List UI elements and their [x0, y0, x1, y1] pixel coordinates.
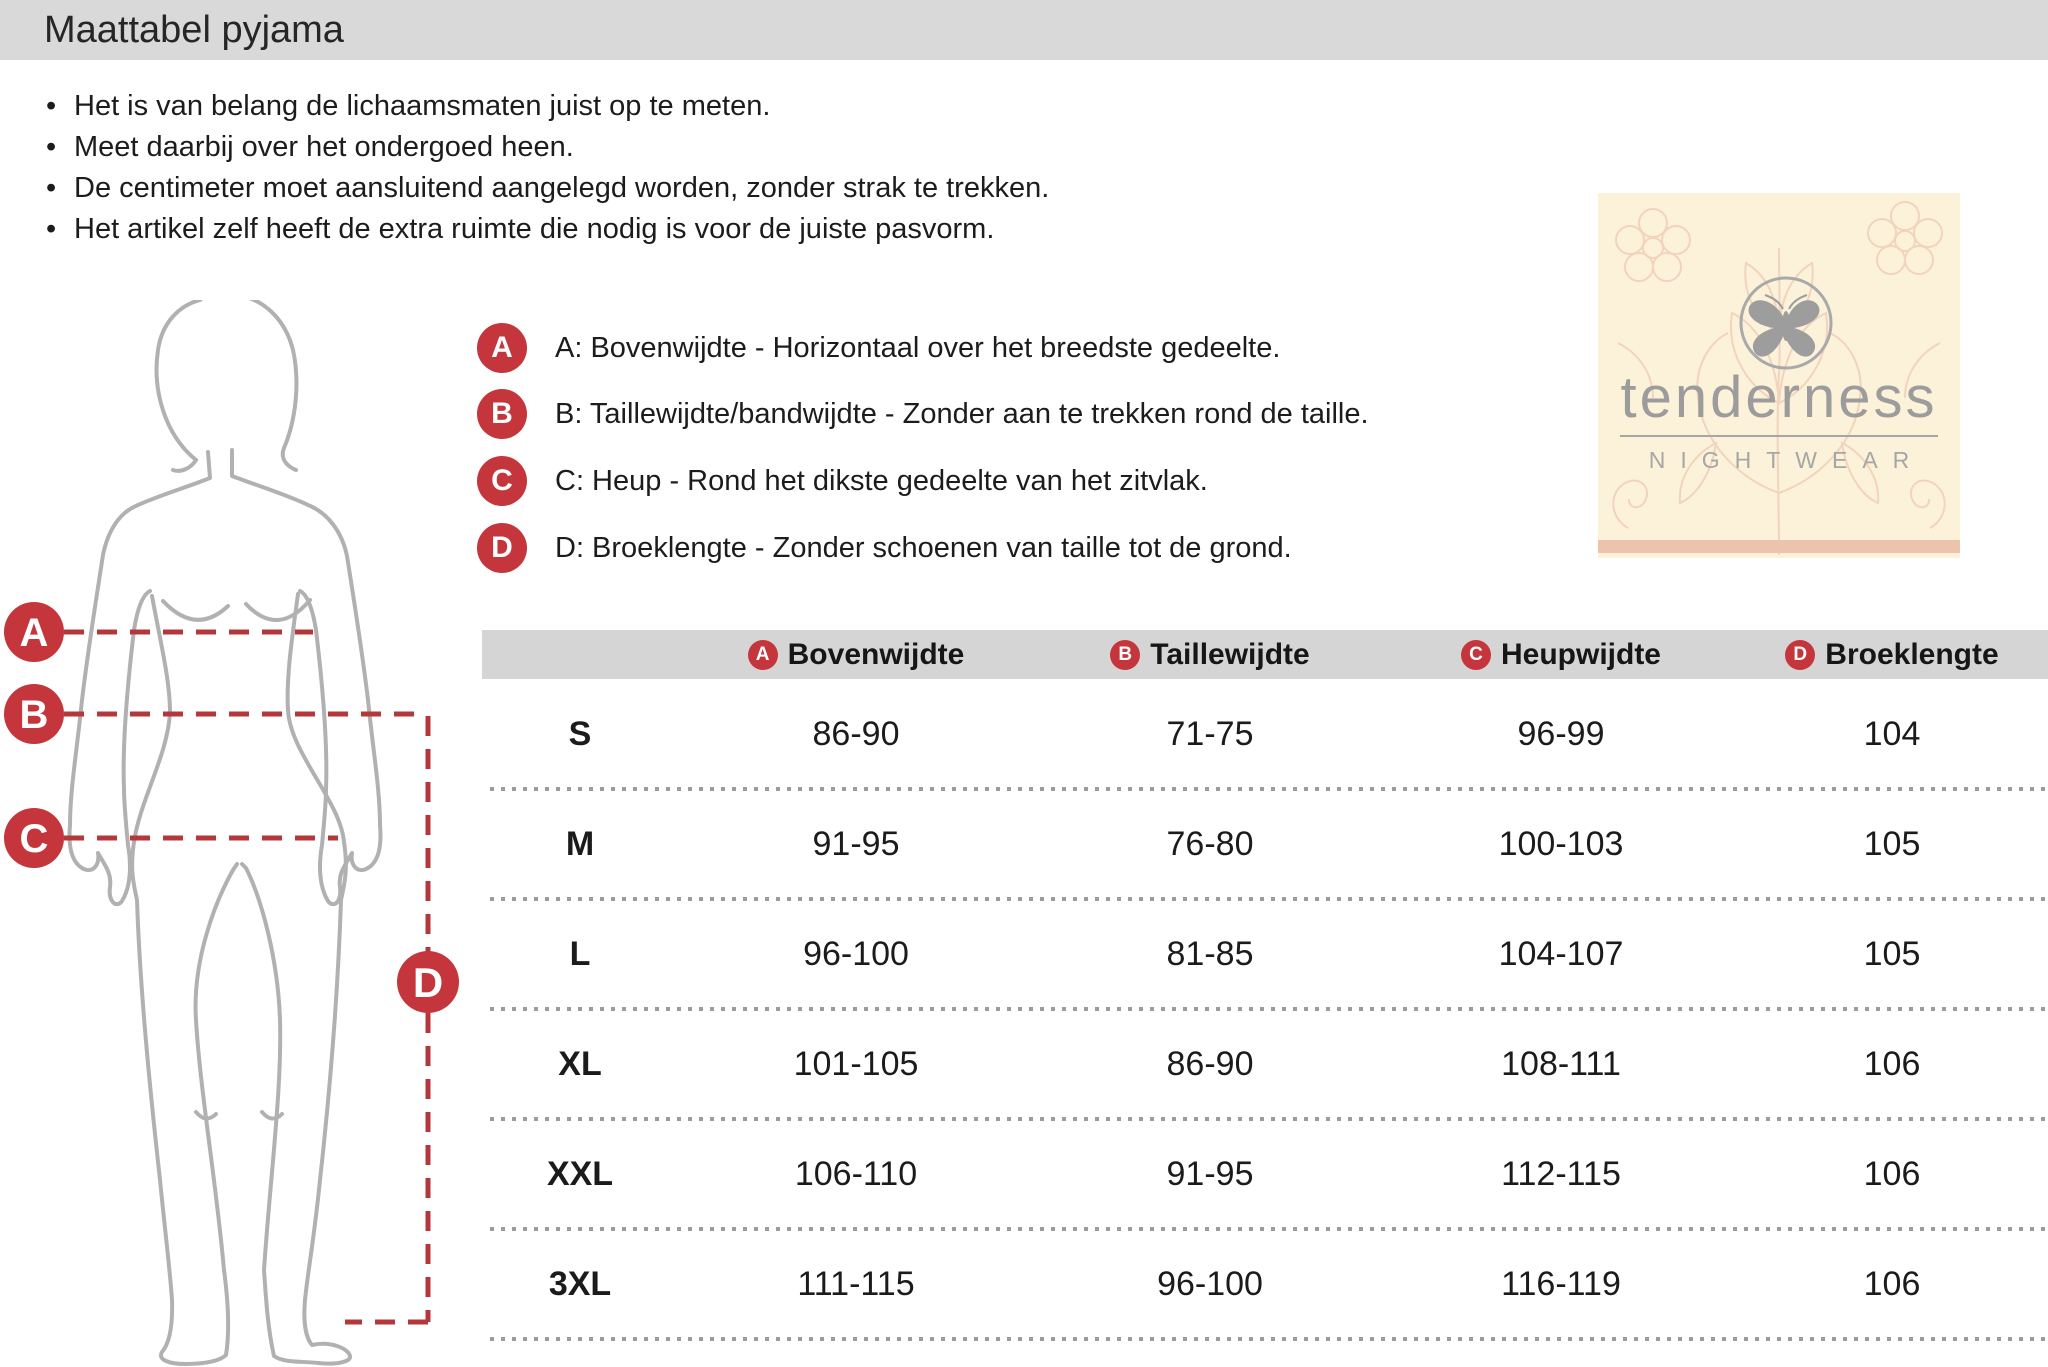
page-title: Maattabel pyjama: [44, 8, 344, 51]
logo-divider: [1620, 435, 1938, 437]
legend-row-c: [477, 456, 1208, 506]
table-row-m: [482, 789, 2048, 899]
marker-b-badge-small: [1110, 640, 1140, 670]
cell-value: 91-95: [812, 824, 900, 863]
diagram-marker-a: [4, 602, 64, 662]
cell-value: 86-90: [1166, 1044, 1254, 1083]
cell-value: 112-115: [1501, 1154, 1621, 1193]
diagram-marker-b: [4, 684, 64, 744]
marker-c-badge-small: [1461, 640, 1491, 670]
column-label: Heupwijdte: [1500, 637, 1661, 671]
cell-value: 101-105: [793, 1044, 919, 1083]
marker-c-badge: [477, 456, 527, 506]
instruction-text: De centimeter moet aansluitend aangelegd worden, zonder strak te trekken.: [74, 172, 1050, 204]
cell-value: 100-103: [1498, 824, 1624, 863]
bullet-icon: •: [46, 90, 57, 122]
instruction-item: [46, 209, 1049, 250]
legend-row-b: [477, 389, 1369, 439]
marker-d-badge: [477, 523, 527, 573]
diagram-marker-c: [4, 808, 64, 868]
instruction-text: Meet daarbij over het ondergoed heen.: [74, 131, 574, 163]
bullet-icon: •: [46, 213, 57, 245]
legend-row-d: [477, 523, 1292, 573]
size-label: XL: [558, 1044, 602, 1083]
body-measurement-diagram: [0, 300, 470, 1367]
butterfly-icon: [1741, 278, 1831, 368]
cell-value: 105: [1863, 934, 1921, 973]
legend-text-c: C: Heup - Rond het dikste gedeelte van het zitvlak.: [555, 464, 1208, 497]
marker-letter: B: [491, 397, 513, 430]
bullet-icon: •: [46, 131, 57, 163]
cell-value: 104: [1863, 714, 1921, 753]
marker-letter: C: [1469, 643, 1483, 665]
instruction-text: Het is van belang de lichaamsmaten juist op te meten.: [74, 90, 771, 122]
marker-letter: C: [491, 464, 513, 497]
marker-b-badge: [477, 389, 527, 439]
column-label: Taillewijdte: [1150, 637, 1310, 671]
cell-value: 76-80: [1166, 824, 1254, 863]
marker-letter: A: [755, 643, 770, 665]
size-table-header: [482, 630, 2048, 679]
size-label: L: [569, 934, 591, 973]
cell-value: 116-119: [1501, 1264, 1621, 1303]
column-header-heupwijdte: [1386, 638, 1736, 672]
brand-subtitle: NIGHTWEAR: [1648, 447, 1925, 473]
cell-value: 108-111: [1501, 1044, 1621, 1083]
logo-bottom-strip: [1598, 540, 1960, 553]
size-label: S: [568, 714, 592, 753]
bullet-icon: •: [46, 172, 57, 204]
instructions-list: [46, 86, 1049, 250]
diagram-marker-d: [397, 951, 459, 1013]
marker-a-badge-small: [748, 640, 778, 670]
table-row-xl: [482, 1009, 2048, 1119]
cell-value: 91-95: [1166, 1154, 1254, 1193]
cell-value: 104-107: [1498, 934, 1624, 973]
title-bar: [0, 0, 2048, 60]
size-label: M: [565, 824, 595, 863]
svg-text:A: A: [19, 611, 49, 655]
cell-value: 106: [1863, 1044, 1921, 1083]
cell-value: 106: [1863, 1264, 1921, 1303]
svg-text:B: B: [19, 693, 49, 737]
table-row-3xl: [482, 1229, 2048, 1339]
marker-d-badge-small: [1785, 640, 1815, 670]
size-table: [482, 630, 2048, 1339]
brand-logo: [1598, 193, 1960, 558]
instruction-item: [46, 127, 1049, 168]
cell-value: 96-100: [803, 934, 909, 973]
table-row-xxl: [482, 1119, 2048, 1229]
instruction-item: [46, 168, 1049, 209]
cell-value: 105: [1863, 824, 1921, 863]
legend-text-a: A: Bovenwijdte - Horizontaal over het breedste gedeelte.: [555, 331, 1281, 364]
column-header-broeklengte: [1736, 638, 2048, 672]
column-header-bovenwijdte: [678, 638, 1034, 672]
cell-value: 81-85: [1166, 934, 1254, 973]
cell-value: 106: [1863, 1154, 1921, 1193]
cell-value: 96-99: [1517, 714, 1605, 753]
cell-value: 71-75: [1166, 714, 1254, 753]
brand-wordmark: tenderness: [1620, 365, 1938, 430]
table-row-s: [482, 679, 2048, 789]
column-label: Broeklengte: [1825, 637, 1999, 671]
legend-text-d: D: Broeklengte - Zonder schoenen van taille tot de grond.: [555, 531, 1292, 564]
legend-text-b: B: Taillewijdte/bandwijdte - Zonder aan te trekken rond de taille.: [555, 397, 1369, 430]
table-row-l: [482, 899, 2048, 1009]
instruction-item: [46, 86, 1049, 127]
cell-value: 86-90: [812, 714, 900, 753]
column-label: Bovenwijdte: [787, 637, 965, 671]
marker-a-badge: [477, 323, 527, 373]
column-header-taillewijdte: [1034, 638, 1386, 672]
marker-letter: B: [1118, 643, 1133, 665]
size-label: XXL: [546, 1154, 614, 1193]
female-silhouette-icon: [70, 300, 381, 1364]
marker-letter: A: [491, 331, 513, 364]
marker-letter: D: [491, 531, 513, 564]
instruction-text: Het artikel zelf heeft de extra ruimte die nodig is voor de juiste pasvorm.: [74, 213, 995, 245]
svg-text:C: C: [19, 817, 49, 861]
cell-value: 96-100: [1157, 1264, 1263, 1303]
cell-value: 111-115: [797, 1264, 915, 1303]
legend-row-a: [477, 323, 1280, 373]
svg-text:D: D: [412, 959, 444, 1006]
marker-letter: D: [1793, 643, 1808, 665]
size-label: 3XL: [548, 1264, 612, 1303]
cell-value: 106-110: [794, 1154, 918, 1193]
